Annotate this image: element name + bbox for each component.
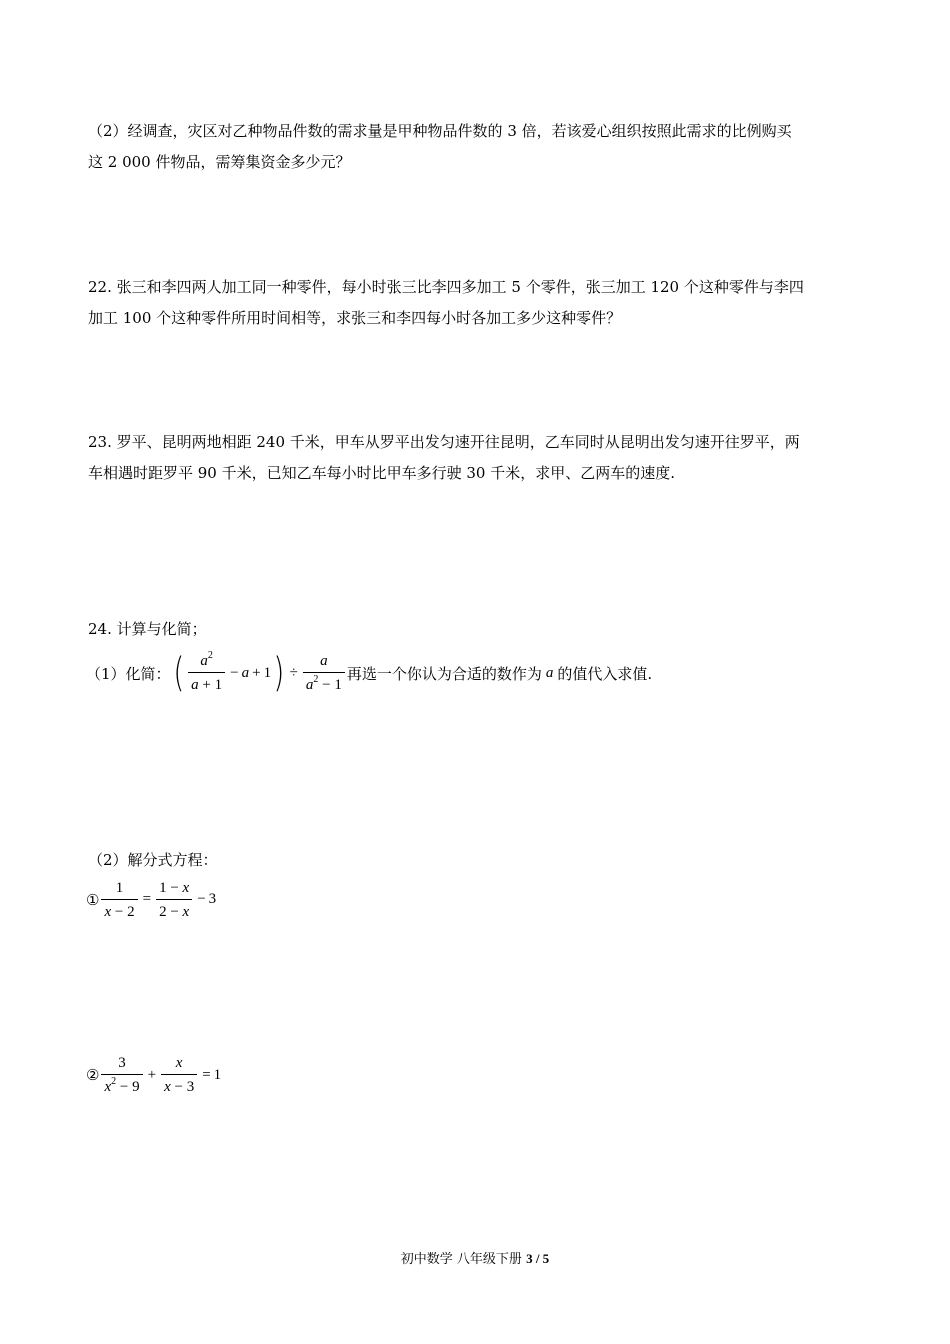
eq1-marker: ① [86,890,100,909]
fraction-a-over-a2-minus-1: $\frac{a}{a^2 - 1}$ [303,652,345,694]
q23-line2: 车相遇时距罗平 90 千米，已知乙车每小时比甲车多行驶 30 千米，求甲、乙两车的速度. [88,464,676,482]
eq2-marker: ② [86,1066,100,1084]
q22-line1: 22. 张三和李四两人加工同一种零件，每小时张三比李四多加工 5 个零件，张三加工 120 个这种零件与李四 [88,278,804,296]
equation-1: ① $\frac{1}{x - 2}$ = $\frac{1 - x}{2 - x}$ − 3 [86,879,217,920]
q24-part1-tail: 再选一个你认为合适的数作为 [346,664,542,683]
equation-2: ② $\frac{3}{x^2 - 9}$ + $\frac{x}{x - 3}$ = 1 [86,1055,222,1095]
q24-part2-label: （2）解分式方程： [88,851,218,869]
q24-title: 24. 计算与化简； [88,620,207,638]
q24-part1-var: a [545,664,554,681]
q23-line1: 23. 罗平、昆明两地相距 240 千米，甲车从罗平出发匀速开往昆明，乙车同时从昆明出发匀速开往罗平，两 [88,433,800,451]
fraction-a2-over-a-plus-1: $\frac{a^2}{a + 1}$ [188,652,225,694]
q21-part2-line1: （2）经调查，灾区对乙种物品件数的需求量是甲种物品件数的 3 倍，若该爱心组织按照此需求的比例购买 [88,122,792,140]
page-number: 3 / 5 [526,1251,550,1266]
left-paren: ( [172,650,184,696]
page-footer [0,1248,950,1267]
right-paren: ) [273,650,285,696]
footer-text: 初中数学 八年级下册 [400,1252,527,1267]
q24-part1-label: （1）化简： [86,664,171,683]
q22-line2: 加工 100 个这种零件所用时间相等，求张三和李四每小时各加工多少这种零件？ [88,309,622,327]
q24-part1: （1）化简： ( $\frac{a^2}{a + 1}$ − a + 1 ) ÷ $\frac{a}{a^2 - 1}$ 再选一个你认为合适的数作为 a 的值代入求值. [86,650,653,696]
q24-part1-end: 的值代入求值. [557,664,653,683]
q21-part2-line2: 这 2 000 件物品，需筹集资金多少元？ [88,153,351,171]
